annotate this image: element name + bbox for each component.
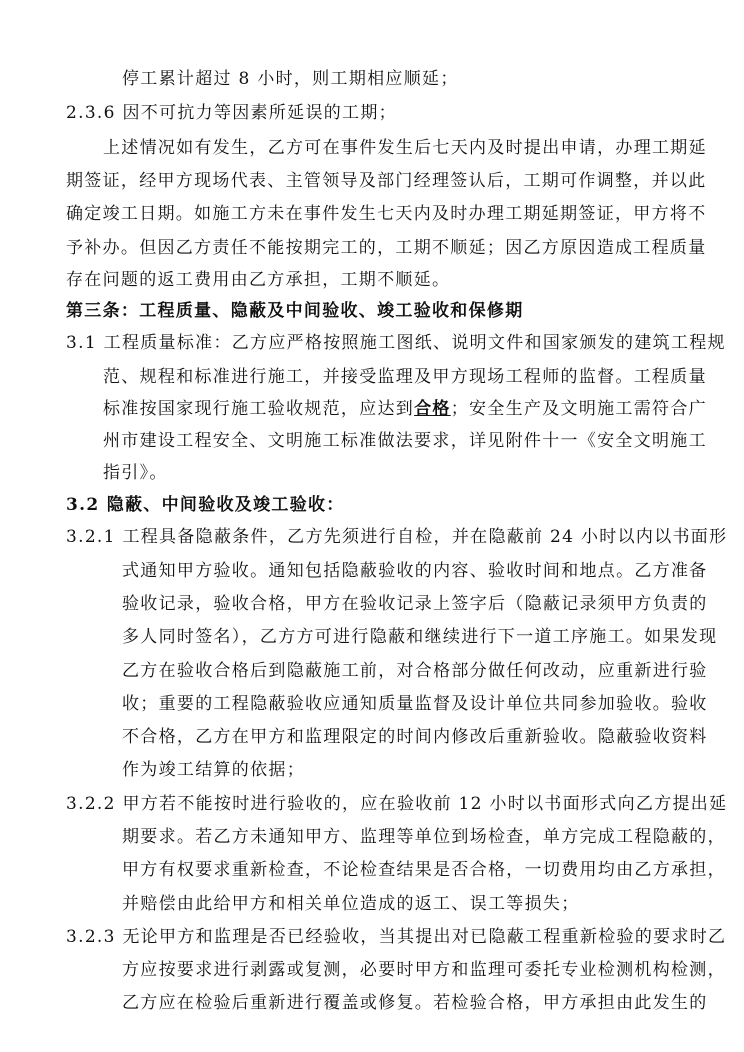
paragraph-line: 甲方有权要求重新检查，不论检查结果是否合格，一切费用均由乙方承担， [122,860,726,880]
clause-3-2-1: 3.2.1 工程具备隐蔽条件，乙方先须进行自检，并在隐蔽前 24 小时以内以书面形 [66,527,728,547]
clause-2-3-6: 2.3.6 因不可抗力等因素所延误的工期； [66,103,397,123]
clause-3-2-2: 3.2.2 甲方若不能按时进行验收的，应在验收前 12 小时以书面形式向乙方提出延 [66,794,728,814]
paragraph-line: 多人同时签名），乙方方可进行隐蔽和继续进行下一道工序施工。如果发现 [122,627,718,647]
paragraph-line: 不合格，乙方在甲方和监理限定的时间内修改后重新验收。隐蔽验收资料 [122,727,708,747]
text-segment: 标准按国家现行施工验收规范，应达到 [103,399,415,419]
paragraph-line: 期要求。若乙方未通知甲方、监理等单位到场检查，单方完成工程隐蔽的， [122,827,726,847]
paragraph-line: 乙方应在检验后重新进行覆盖或修复。若检验合格，甲方承担由此发生的 [122,993,708,1013]
text-line: 停工累计超过 8 小时，则工期相应顺延； [122,69,459,89]
paragraph-line: 予补办。但因乙方责任不能按期完工的，工期不顺延；因乙方原因造成工程质量 [66,238,707,258]
paragraph-line: 验收记录，验收合格，甲方在验收记录上签字后（隐蔽记录须甲方负责的 [122,594,708,614]
text-segment: ；安全生产及文明施工需符合广 [450,399,707,419]
section-3-2-heading: 3.2 隐蔽、中间验收及竣工验收： [66,495,345,515]
paragraph-line: 确定竣工日期。如施工方未在事件发生七天内及时办理工期延期签证，甲方将不 [66,204,707,224]
paragraph-line: 并赔偿由此给甲方和相关单位造成的返工、误工等损失； [122,894,580,914]
paragraph-line: 作为竣工结算的依据； [122,760,305,780]
paragraph-line: 式通知甲方验收。通知包括隐蔽验收的内容、验收时间和地点。乙方准备 [122,561,708,581]
paragraph-line: 乙方在验收合格后到隐蔽施工前，对合格部分做任何改动，应重新进行验 [122,661,708,681]
clause-3-2-3: 3.2.3 无论甲方和监理是否已经验收，当其提出对已隐蔽工程重新检验的要求时乙 [66,927,727,947]
clause-3-1: 3.1 工程质量标准：乙方应严格按照施工图纸、说明文件和国家颁发的建筑工程规 [66,333,726,353]
paragraph-line: 期签证，经甲方现场代表、主管领导及部门经理签认后，工期可作调整，并以此 [66,171,707,191]
paragraph-line: 州市建设工程安全、文明施工标准做法要求，详见附件十一《安全文明施工 [103,431,707,451]
paragraph-line: 方应按要求进行剥露或复测，必要时甲方和监理可委托专业检测机构检测， [122,960,726,980]
paragraph-line: 范、规程和标准进行施工，并接受监理及甲方现场工程师的监督。工程质量 [103,367,707,387]
paragraph-line: 指引》。 [103,463,168,483]
paragraph-line: 存在问题的返工费用由乙方承担，工期不顺延。 [66,270,451,290]
paragraph-line: 收；重要的工程隐蔽验收应通知质量监督及设计单位共同参加验收。验收 [122,694,708,714]
article-3-heading: 第三条：工程质量、隐蔽及中间验收、竣工验收和保修期 [66,301,524,321]
qualified-emphasis: 合格 [414,399,451,419]
paragraph-line [103,398,707,420]
paragraph-line: 上述情况如有发生，乙方可在事件发生后七天内及时提出申请，办理工期延 [103,138,707,158]
